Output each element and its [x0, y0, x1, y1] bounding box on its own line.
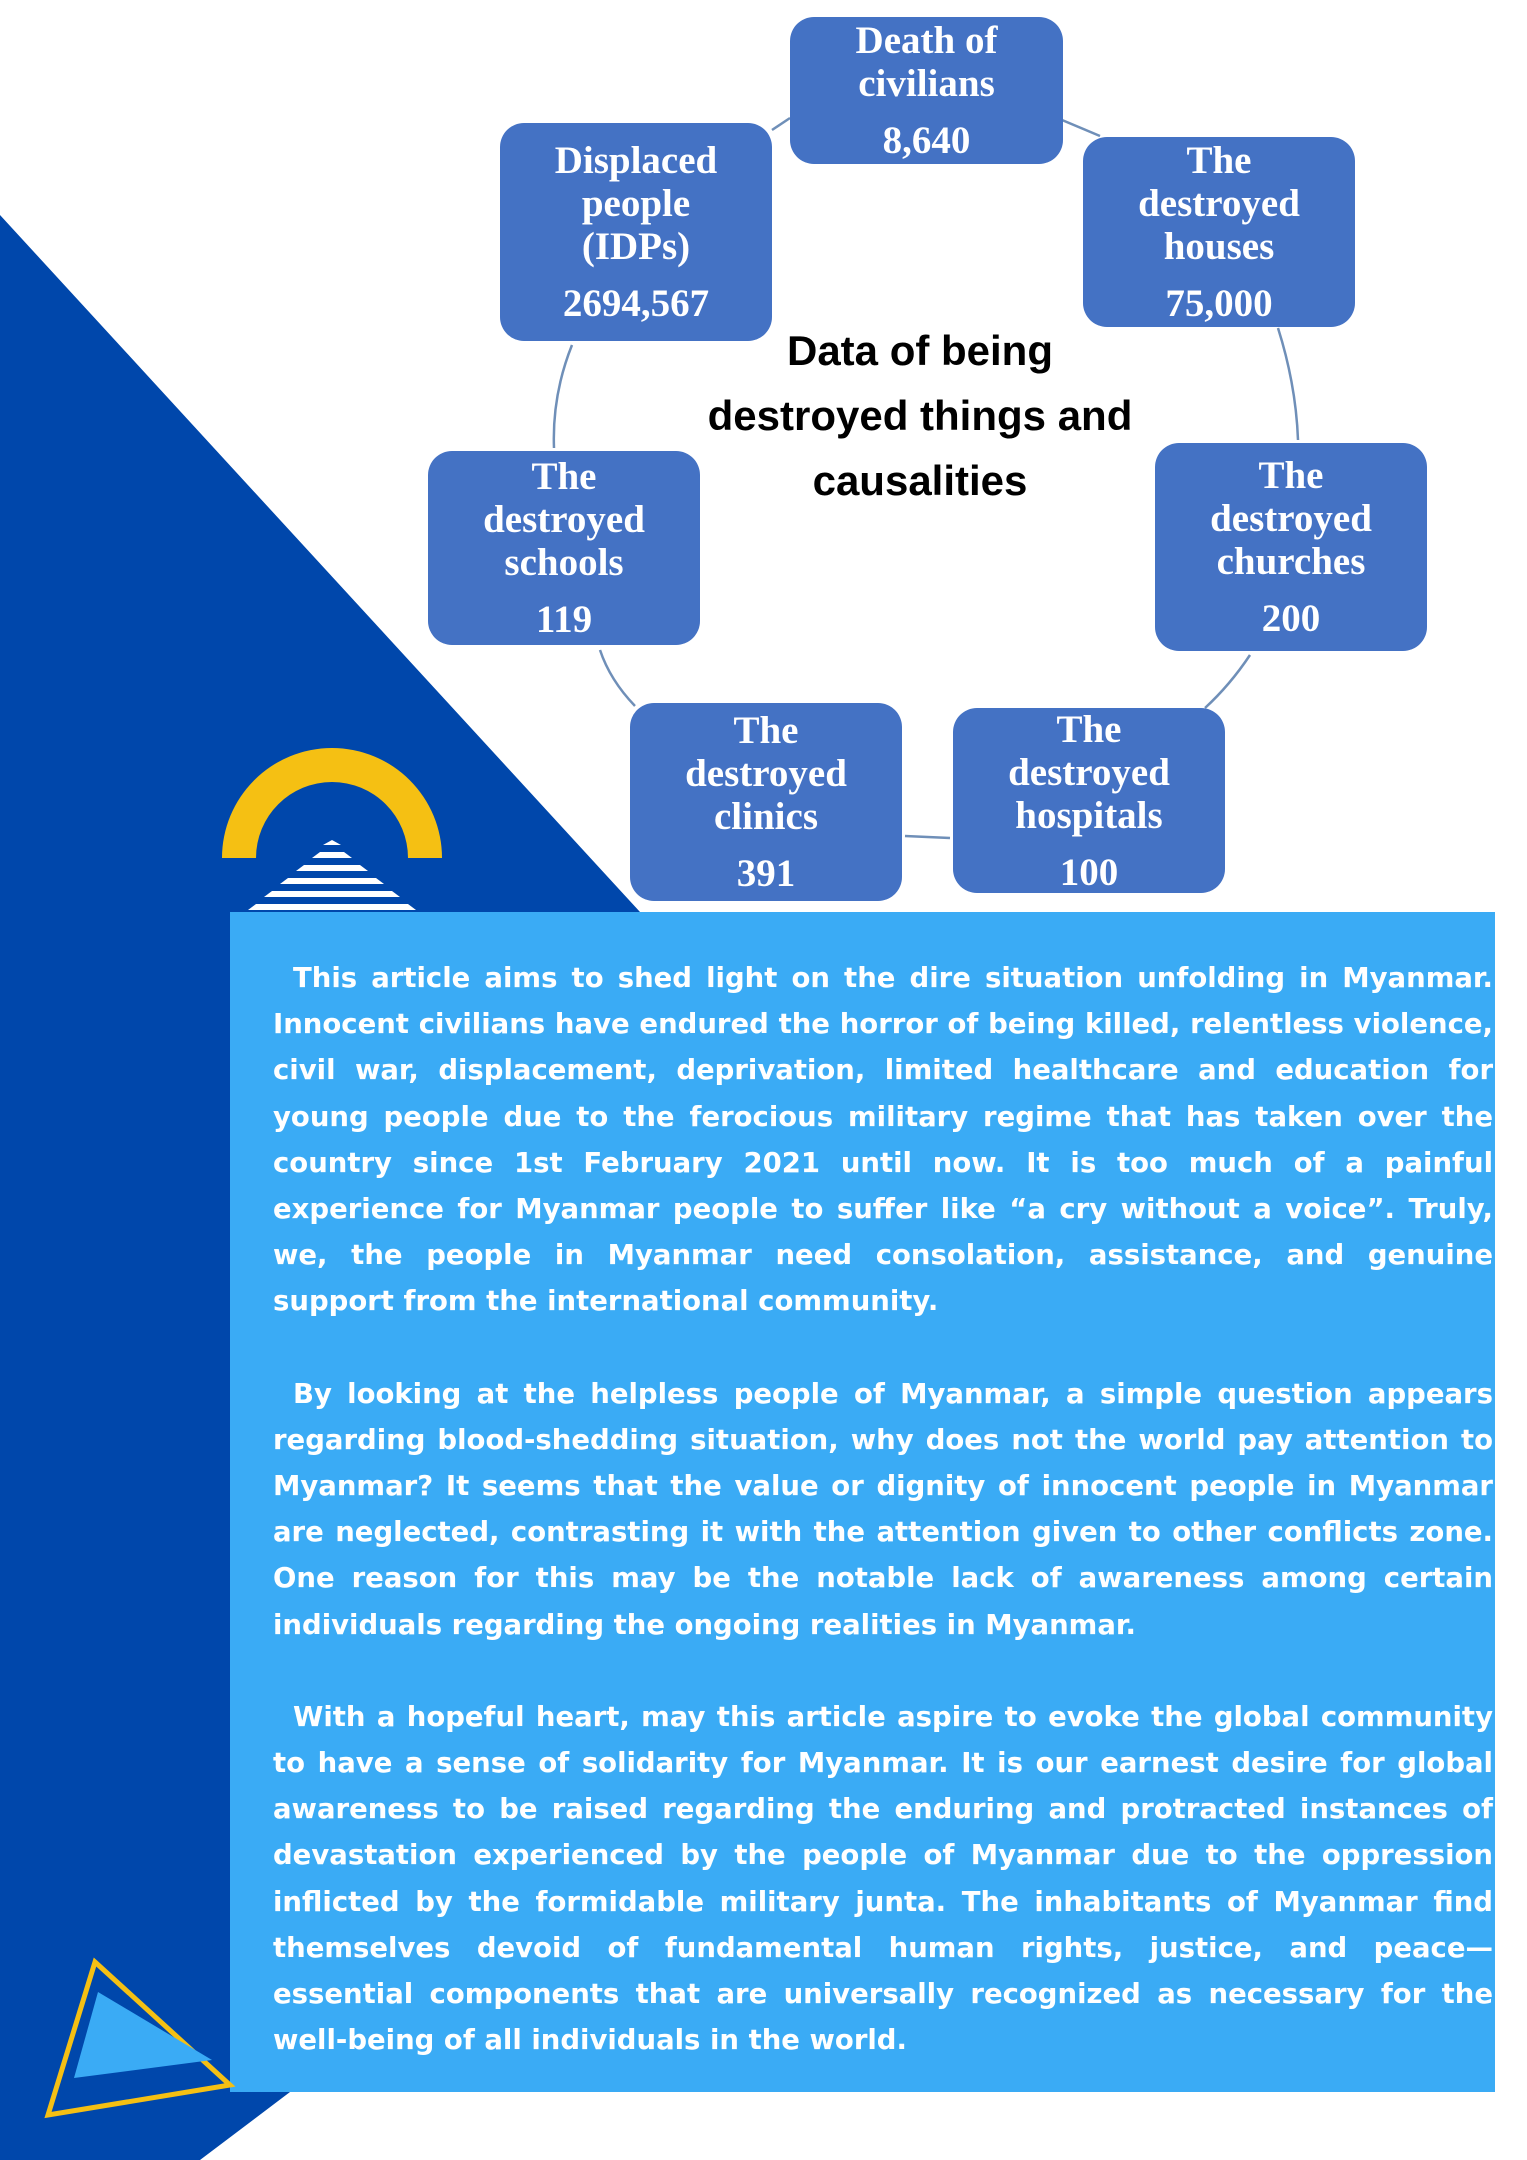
diagram-title-line-3: causalities	[812, 457, 1028, 504]
node-churches	[1155, 443, 1427, 651]
article-body	[273, 955, 1493, 2109]
node-churches-value: 200	[1261, 597, 1321, 640]
node-churches-line-1: The	[1258, 454, 1324, 497]
node-schools-line-3: schools	[504, 541, 624, 584]
connector-houses-churches	[1278, 328, 1298, 440]
node-civilians	[790, 17, 1063, 164]
diagram-title-line-1: Data of being	[786, 327, 1053, 374]
node-idps-value: 2694,567	[562, 282, 710, 325]
node-idps-line-2: people	[581, 182, 691, 225]
node-hospitals-line-3: hospitals	[1015, 793, 1163, 837]
article-paragraph-1: This article aims to shed light on the dire situation unfolding in Myanmar. Innocent civilians have endured the horror of being killed, relentless violence, civil war, displacement, deprivation, limited healthcare and education for young people due to the ferocious military regime that has taken over the country since 1st February 2021 until now. It is too much of a painful experience for Myanmar people to suffer like “a cry without a voice”. Truly, we, the people in Myanmar need consolation, assistance, and genuine support from the international community.	[273, 962, 1493, 1318]
node-houses-line-2: destroyed	[1138, 182, 1300, 225]
corner-triangle-icon	[0, 1950, 260, 2160]
node-idps-line-3: (IDPs)	[581, 225, 691, 268]
node-idps	[500, 123, 772, 341]
node-clinics-line-3: clinics	[714, 795, 818, 838]
connector-churches-hospitals	[1205, 655, 1250, 708]
node-clinics-line-2: destroyed	[685, 752, 847, 795]
node-schools-value: 119	[535, 598, 593, 641]
diagram-title	[650, 318, 1190, 513]
connector-civilians-houses	[1062, 120, 1100, 136]
node-civilians-line-1: Death of	[855, 19, 998, 62]
article-paragraph-2: By looking at the helpless people of Myanmar, a simple question appears regarding blood-shedding situation, why does not the world pay attention to Myanmar? It seems that the value or dignity of innocent people in Myanmar are neglected, contrasting it with the attention given to other conflicts zone. One reason for this may be the notable lack of awareness among certain individuals regarding the ongoing realities in Myanmar.	[273, 1377, 1493, 1641]
connector-hospitals-clinics	[905, 836, 950, 838]
node-churches-line-3: churches	[1216, 540, 1366, 583]
node-schools-line-2: destroyed	[483, 498, 645, 541]
node-idps-line-1: Displaced	[554, 139, 718, 182]
connector-idps-civilians	[772, 118, 790, 130]
node-hospitals-value: 100	[1059, 850, 1119, 894]
node-clinics	[630, 703, 902, 901]
connector-clinics-schools	[600, 650, 635, 706]
node-houses	[1083, 137, 1355, 327]
node-houses-value: 75,000	[1165, 282, 1273, 325]
logo-icon	[212, 708, 452, 938]
node-hospitals	[953, 708, 1225, 893]
article-paragraph-3: With a hopeful heart, may this article aspire to evoke the global community to have a sense of solidarity for Myanmar. It is our earnest desire for global awareness to be raised regarding the enduring and protracted instances of devastation experienced by the people of Myanmar due to the oppression inflicted by the formidable military junta. The inhabitants of Myanmar find themselves devoid of fundamental human rights, justice, and peace—essential components that are universally recognized as necessary for the well-being of all individuals in the world.	[273, 1700, 1493, 2057]
node-schools-line-1: The	[531, 455, 597, 498]
node-hospitals-line-2: destroyed	[1008, 750, 1170, 794]
node-civilians-line-2: civilians	[858, 62, 995, 105]
node-hospitals-line-1: The	[1056, 707, 1122, 751]
node-churches-line-2: destroyed	[1210, 497, 1372, 540]
connector-schools-idps	[554, 345, 572, 448]
diagram-title-line-2: destroyed things and	[707, 392, 1133, 439]
node-civilians-value: 8,640	[882, 119, 971, 162]
node-clinics-value: 391	[736, 852, 796, 895]
node-houses-line-3: houses	[1163, 225, 1275, 268]
node-clinics-line-1: The	[733, 709, 799, 752]
node-houses-line-1: The	[1186, 139, 1252, 182]
